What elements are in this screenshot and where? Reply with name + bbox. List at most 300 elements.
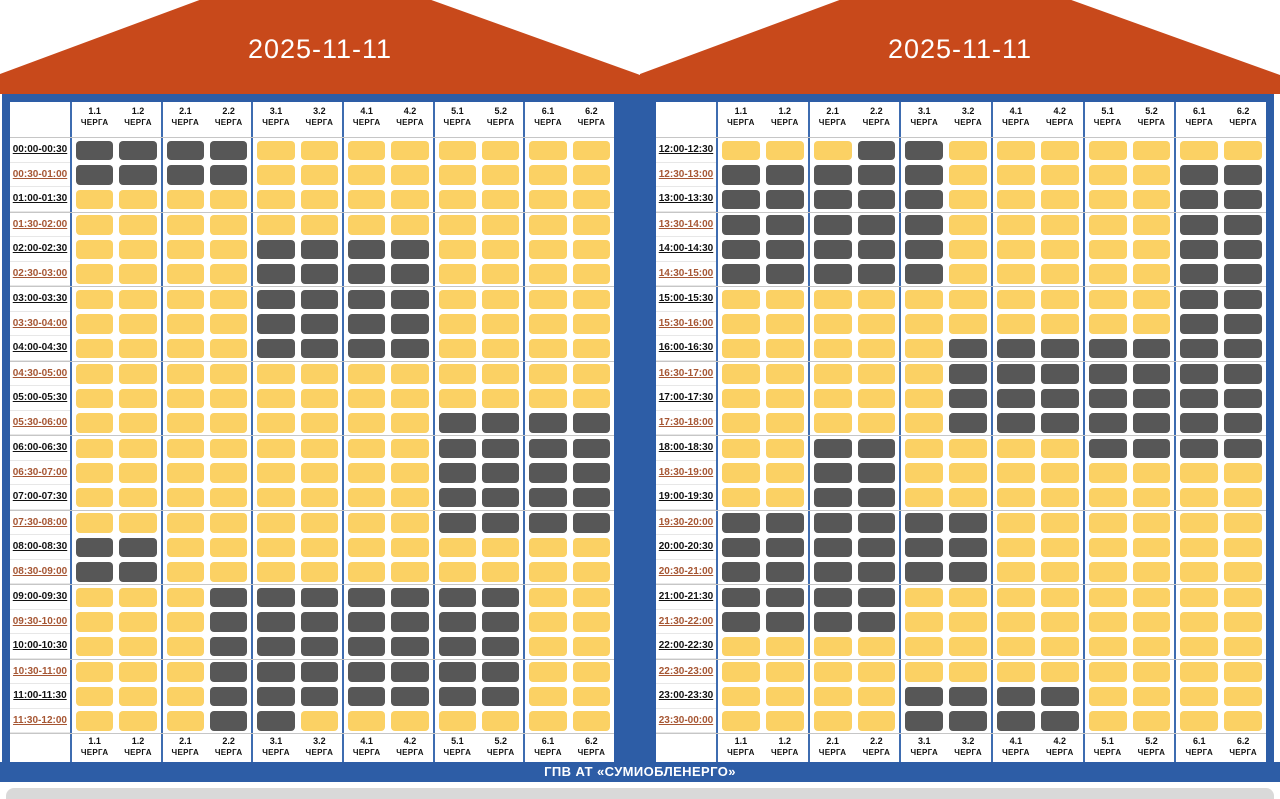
queue-group-5 xyxy=(1083,485,1175,510)
time-range-label: 16:00-16:30 xyxy=(656,336,716,361)
power-on-cell xyxy=(949,637,987,657)
queue-group-3 xyxy=(251,336,342,361)
queue-number-label: 6.2 xyxy=(1236,736,1250,746)
queue-group-5 xyxy=(433,511,524,536)
power-on-cell xyxy=(858,364,896,384)
power-on-cell xyxy=(119,612,156,632)
time-slot-row xyxy=(656,510,1266,536)
power-on-cell xyxy=(529,588,566,608)
queue-group-4 xyxy=(991,560,1083,585)
outage-cell xyxy=(949,711,987,731)
power-on-cell xyxy=(1041,290,1079,310)
power-on-cell xyxy=(210,562,247,582)
outage-cell xyxy=(391,240,428,260)
queue-number-label: 1.1 xyxy=(88,106,101,116)
queue-group-1 xyxy=(70,709,161,734)
panel-divider xyxy=(622,94,648,762)
queue-group-4 xyxy=(342,634,433,659)
outage-cell xyxy=(858,439,896,459)
queue-word-label: ЧЕРГА xyxy=(124,117,152,127)
queue-group-2 xyxy=(161,560,252,585)
power-on-cell xyxy=(573,314,610,334)
queue-header xyxy=(1038,734,1082,762)
outage-cell xyxy=(766,240,804,260)
time-range-label: 15:00-15:30 xyxy=(656,287,716,312)
power-on-cell xyxy=(997,314,1035,334)
outage-cell xyxy=(1224,215,1262,235)
power-on-cell xyxy=(529,190,566,210)
power-on-cell xyxy=(997,439,1035,459)
queue-group-4 xyxy=(991,287,1083,312)
power-on-cell xyxy=(439,562,476,582)
queue-group-2 xyxy=(161,411,252,436)
power-on-cell xyxy=(1089,687,1127,707)
power-on-cell xyxy=(167,264,204,284)
time-range-label: 23:00-23:30 xyxy=(656,684,716,709)
outage-cell xyxy=(210,165,247,185)
power-on-cell xyxy=(529,141,566,161)
outage-cell xyxy=(529,439,566,459)
power-on-cell xyxy=(482,562,519,582)
power-on-cell xyxy=(167,240,204,260)
power-on-cell xyxy=(949,439,987,459)
power-on-cell xyxy=(482,538,519,558)
outage-cell xyxy=(391,637,428,657)
power-on-cell xyxy=(1041,513,1079,533)
queue-group-1 xyxy=(70,386,161,411)
queue-top-label-row xyxy=(656,102,1266,138)
queue-group-5 xyxy=(433,287,524,312)
queue-group-2 xyxy=(808,535,900,560)
queue-number-label: 6.1 xyxy=(541,106,555,116)
queue-group-1 xyxy=(716,336,808,361)
power-on-cell xyxy=(949,612,987,632)
outage-cell xyxy=(858,488,896,508)
time-range-label: 22:30-23:00 xyxy=(656,660,716,685)
power-on-cell xyxy=(858,314,896,334)
time-range-label: 03:00-03:30 xyxy=(10,287,70,312)
outage-cell xyxy=(482,413,519,433)
power-on-cell xyxy=(905,389,943,409)
power-on-cell xyxy=(573,190,610,210)
queue-group-5 xyxy=(433,684,524,709)
power-on-cell xyxy=(482,711,519,731)
queue-group-6-top xyxy=(523,102,614,137)
queue-group-6 xyxy=(1174,436,1266,461)
queue-group-3 xyxy=(251,610,342,635)
time-range-label: 04:30-05:00 xyxy=(10,362,70,387)
time-slot-row xyxy=(10,610,614,635)
queue-group-3 xyxy=(899,436,991,461)
queue-group-4 xyxy=(991,709,1083,734)
queue-number-label: 2.1 xyxy=(826,106,839,116)
power-on-cell xyxy=(766,711,804,731)
time-slot-row xyxy=(10,510,614,536)
power-on-cell xyxy=(1180,488,1218,508)
power-on-cell xyxy=(573,264,610,284)
queue-word-label: ЧЕРГА xyxy=(577,747,606,757)
queue-word-label: ЧЕРГА xyxy=(1185,117,1214,127)
power-on-cell xyxy=(439,339,476,359)
queue-header xyxy=(902,734,946,762)
outage-cell xyxy=(766,215,804,235)
queue-group-6 xyxy=(1174,163,1266,188)
power-on-cell xyxy=(1180,612,1218,632)
queue-number-label: 3.1 xyxy=(918,106,931,116)
queue-word-label: ЧЕРГА xyxy=(1002,747,1030,757)
queue-group-2 xyxy=(161,511,252,536)
power-on-cell xyxy=(167,562,204,582)
power-on-cell xyxy=(905,314,943,334)
power-on-cell xyxy=(722,389,760,409)
outage-cell xyxy=(257,588,294,608)
queue-header xyxy=(719,102,763,137)
outage-cell xyxy=(257,637,294,657)
queue-group-5 xyxy=(433,585,524,610)
time-column-bottom-spacer xyxy=(10,734,70,762)
time-slot-row xyxy=(10,237,614,262)
queue-group-5 xyxy=(433,262,524,287)
outage-cell xyxy=(1180,190,1218,210)
footer-title: ГПВ АТ «СУМИОБЛЕНЕРГО» xyxy=(0,762,1280,782)
power-on-cell xyxy=(949,290,987,310)
power-on-cell xyxy=(1041,488,1079,508)
queue-group-3 xyxy=(899,485,991,510)
queue-group-4 xyxy=(991,684,1083,709)
time-range-label: 01:30-02:00 xyxy=(10,213,70,238)
outage-cell xyxy=(391,290,428,310)
queue-group-6 xyxy=(1174,610,1266,635)
power-on-cell xyxy=(573,240,610,260)
queue-group-3 xyxy=(899,634,991,659)
queue-word-label: ЧЕРГА xyxy=(305,747,334,757)
power-on-cell xyxy=(722,364,760,384)
queue-group-6 xyxy=(1174,709,1266,734)
queue-group-5 xyxy=(1083,312,1175,337)
time-range-label: 23:30-00:00 xyxy=(656,709,716,734)
queue-group-6 xyxy=(523,287,614,312)
time-range-label: 21:00-21:30 xyxy=(656,585,716,610)
queue-group-3 xyxy=(899,511,991,536)
outage-cell xyxy=(348,588,385,608)
power-on-cell xyxy=(529,240,566,260)
power-on-cell xyxy=(76,290,113,310)
queue-group-4 xyxy=(991,660,1083,685)
time-range-label: 13:00-13:30 xyxy=(656,187,716,212)
queue-group-2 xyxy=(161,262,252,287)
time-slot-row xyxy=(10,163,614,188)
outage-cell xyxy=(722,215,760,235)
bottom-strip xyxy=(0,782,1280,799)
power-on-cell xyxy=(391,439,428,459)
queue-group-6 xyxy=(1174,262,1266,287)
power-on-cell xyxy=(119,413,156,433)
queue-group-6 xyxy=(1174,585,1266,610)
queue-header xyxy=(902,102,946,137)
queue-header xyxy=(526,734,569,762)
time-slot-row xyxy=(656,584,1266,610)
queue-group-3 xyxy=(251,138,342,163)
outage-cell xyxy=(348,240,385,260)
queue-group-3 xyxy=(899,213,991,238)
power-on-cell xyxy=(76,215,113,235)
power-on-cell xyxy=(997,637,1035,657)
time-slot-row xyxy=(10,485,614,510)
time-slot-row xyxy=(10,411,614,436)
queue-header xyxy=(479,734,522,762)
power-on-cell xyxy=(1224,687,1262,707)
queue-group-1 xyxy=(70,336,161,361)
queue-word-label: ЧЕРГА xyxy=(1045,117,1074,127)
time-slot-row xyxy=(10,262,614,287)
queue-header xyxy=(811,734,855,762)
outage-cell xyxy=(949,389,987,409)
time-slot-row xyxy=(656,386,1266,411)
queue-number-label: 1.1 xyxy=(88,736,101,746)
power-on-cell xyxy=(210,314,247,334)
queue-group-4 xyxy=(342,187,433,212)
power-on-cell xyxy=(167,389,204,409)
outage-cell xyxy=(210,612,247,632)
queue-header xyxy=(526,102,569,137)
queue-group-3 xyxy=(251,485,342,510)
power-on-cell xyxy=(167,413,204,433)
outage-cell xyxy=(1133,339,1171,359)
queue-header xyxy=(570,102,613,137)
outage-cell xyxy=(1180,364,1218,384)
power-on-cell xyxy=(997,141,1035,161)
power-on-cell xyxy=(76,339,113,359)
queue-group-1 xyxy=(70,262,161,287)
queue-group-3 xyxy=(899,237,991,262)
queue-number-label: 6.1 xyxy=(1193,106,1206,116)
outage-cell xyxy=(1224,190,1262,210)
outage-cell xyxy=(76,141,113,161)
power-on-cell xyxy=(167,364,204,384)
power-on-cell xyxy=(301,413,338,433)
queue-group-3-top xyxy=(899,102,991,137)
queue-group-5 xyxy=(433,362,524,387)
power-on-cell xyxy=(529,662,566,682)
time-range-label: 21:30-22:00 xyxy=(656,610,716,635)
time-slot-row xyxy=(10,312,614,337)
queue-group-5 xyxy=(1083,411,1175,436)
power-on-cell xyxy=(301,513,338,533)
outage-cell xyxy=(814,264,852,284)
power-on-cell xyxy=(722,637,760,657)
power-on-cell xyxy=(858,413,896,433)
outage-cell xyxy=(722,165,760,185)
power-on-cell xyxy=(76,439,113,459)
queue-group-3 xyxy=(251,386,342,411)
queue-group-3 xyxy=(251,461,342,486)
outage-cell xyxy=(482,662,519,682)
power-on-cell xyxy=(1224,588,1262,608)
power-on-cell xyxy=(348,439,385,459)
queue-group-6-bottom xyxy=(523,734,614,762)
queue-number-label: 6.2 xyxy=(1236,106,1250,116)
queue-group-6 xyxy=(523,386,614,411)
power-on-cell xyxy=(301,463,338,483)
queue-group-5 xyxy=(433,634,524,659)
queue-word-label: ЧЕРГА xyxy=(214,117,243,127)
queue-group-2 xyxy=(161,485,252,510)
outage-cell xyxy=(439,488,476,508)
outage-cell xyxy=(905,215,943,235)
outage-cell xyxy=(119,562,156,582)
queue-group-6 xyxy=(523,336,614,361)
power-on-cell xyxy=(301,364,338,384)
time-slot-row xyxy=(10,187,614,212)
queue-word-label: ЧЕРГА xyxy=(1229,117,1257,127)
outage-cell xyxy=(905,513,943,533)
queue-group-5 xyxy=(433,237,524,262)
queue-group-2 xyxy=(161,634,252,659)
power-on-cell xyxy=(1089,637,1127,657)
power-on-cell xyxy=(301,439,338,459)
queue-group-4 xyxy=(991,461,1083,486)
power-on-cell xyxy=(482,314,519,334)
time-range-label: 09:00-09:30 xyxy=(10,585,70,610)
queue-group-1 xyxy=(716,362,808,387)
queue-group-5 xyxy=(433,138,524,163)
queue-group-3 xyxy=(899,386,991,411)
queue-word-label: ЧЕРГА xyxy=(352,117,381,127)
queue-group-6 xyxy=(523,163,614,188)
queue-word-label: ЧЕРГА xyxy=(262,747,290,757)
queue-number-label: 1.2 xyxy=(778,106,792,116)
power-on-cell xyxy=(301,562,338,582)
power-on-cell xyxy=(482,165,519,185)
queue-word-label: ЧЕРГА xyxy=(171,117,200,127)
queue-group-2 xyxy=(161,237,252,262)
power-on-cell xyxy=(76,364,113,384)
queue-group-4 xyxy=(342,362,433,387)
outage-cell xyxy=(1224,264,1262,284)
queue-group-2 xyxy=(808,709,900,734)
outage-cell xyxy=(1089,364,1127,384)
power-on-cell xyxy=(1224,488,1262,508)
queue-number-label: 2.1 xyxy=(826,736,839,746)
queue-group-6 xyxy=(1174,560,1266,585)
outage-cell xyxy=(1089,413,1127,433)
queue-group-2 xyxy=(161,287,252,312)
queue-group-1 xyxy=(70,610,161,635)
power-on-cell xyxy=(766,662,804,682)
outage-cell xyxy=(997,389,1035,409)
outage-cell xyxy=(1224,439,1262,459)
queue-group-1 xyxy=(70,634,161,659)
outage-cell xyxy=(858,562,896,582)
outage-cell xyxy=(210,588,247,608)
power-on-cell xyxy=(573,612,610,632)
queue-group-4 xyxy=(342,461,433,486)
power-on-cell xyxy=(348,711,385,731)
queue-group-6 xyxy=(1174,535,1266,560)
queue-group-1 xyxy=(716,436,808,461)
power-on-cell xyxy=(76,488,113,508)
outage-cell xyxy=(1089,439,1127,459)
queue-group-5-bottom xyxy=(1083,734,1175,762)
power-on-cell xyxy=(1180,711,1218,731)
queue-word-label: ЧЕРГА xyxy=(396,117,424,127)
queue-group-2 xyxy=(161,138,252,163)
power-on-cell xyxy=(997,513,1035,533)
outage-cell xyxy=(482,588,519,608)
power-on-cell xyxy=(482,190,519,210)
queue-group-4 xyxy=(342,709,433,734)
outage-cell xyxy=(858,588,896,608)
queue-word-label: ЧЕРГА xyxy=(124,747,152,757)
power-on-cell xyxy=(1180,662,1218,682)
time-range-label: 05:00-05:30 xyxy=(10,386,70,411)
outage-cell xyxy=(949,562,987,582)
queue-group-6 xyxy=(1174,312,1266,337)
outage-cell xyxy=(1224,413,1262,433)
power-on-cell xyxy=(167,439,204,459)
time-slot-row xyxy=(10,684,614,709)
queue-number-label: 2.2 xyxy=(222,736,235,746)
power-on-cell xyxy=(766,389,804,409)
outage-cell xyxy=(858,513,896,533)
outage-cell xyxy=(391,662,428,682)
time-slot-row xyxy=(656,411,1266,436)
power-on-cell xyxy=(1041,538,1079,558)
power-on-cell xyxy=(997,588,1035,608)
outage-cell xyxy=(301,339,338,359)
power-on-cell xyxy=(949,662,987,682)
power-on-cell xyxy=(391,413,428,433)
queue-group-6 xyxy=(1174,684,1266,709)
time-range-label: 10:00-10:30 xyxy=(10,634,70,659)
outage-cell xyxy=(905,687,943,707)
outage-cell xyxy=(997,339,1035,359)
power-on-cell xyxy=(348,562,385,582)
power-on-cell xyxy=(257,165,294,185)
power-on-cell xyxy=(814,364,852,384)
queue-word-label: ЧЕРГА xyxy=(396,747,424,757)
power-on-cell xyxy=(905,637,943,657)
queue-group-4 xyxy=(991,237,1083,262)
power-on-cell xyxy=(439,290,476,310)
power-on-cell xyxy=(1180,588,1218,608)
power-on-cell xyxy=(348,190,385,210)
outage-cell xyxy=(257,339,294,359)
queue-group-4 xyxy=(991,336,1083,361)
outage-cell xyxy=(391,687,428,707)
outage-cell xyxy=(997,711,1035,731)
time-range-label: 10:30-11:00 xyxy=(10,660,70,685)
queue-group-5 xyxy=(1083,560,1175,585)
queue-group-4 xyxy=(991,138,1083,163)
power-on-cell xyxy=(1041,637,1079,657)
queue-header xyxy=(345,734,388,762)
outage-cell xyxy=(722,264,760,284)
queue-group-2 xyxy=(808,660,900,685)
power-on-cell xyxy=(257,190,294,210)
power-on-cell xyxy=(210,463,247,483)
power-on-cell xyxy=(301,711,338,731)
power-on-cell xyxy=(210,264,247,284)
power-on-cell xyxy=(119,488,156,508)
power-on-cell xyxy=(257,488,294,508)
power-on-cell xyxy=(997,538,1035,558)
queue-number-label: 1.2 xyxy=(778,736,792,746)
power-on-cell xyxy=(1180,562,1218,582)
time-slot-row xyxy=(656,610,1266,635)
time-slot-row xyxy=(656,461,1266,486)
queue-word-label: ЧЕРГА xyxy=(862,117,891,127)
